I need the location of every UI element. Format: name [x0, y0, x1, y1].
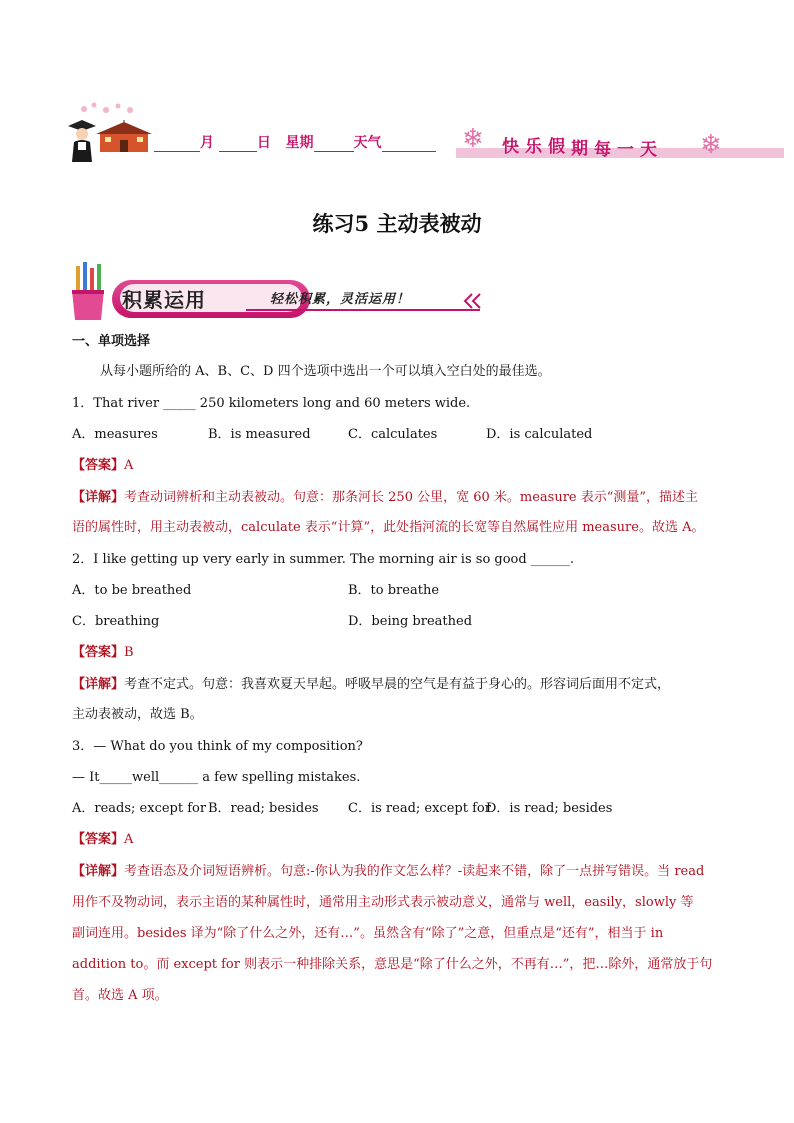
detail-line [72, 862, 704, 882]
question-stem: 2．I like getting up very early in summer. The morning air is so good ______. [72, 552, 574, 567]
option-a: A．measures [72, 427, 158, 442]
snowflake-icon: ❄ [700, 130, 722, 160]
detail-line [72, 675, 670, 695]
answer-tag: 【答案】 [72, 458, 125, 473]
detail-text: 考查动词辨析和主动表被动。句意：那条河长 250 公里，宽 60 米。measure 表示“测量”，描述主 [124, 490, 699, 505]
date-weather-line [154, 132, 436, 152]
slogan-char: 期 [571, 139, 588, 159]
holiday-slogan [502, 132, 663, 158]
option-d: D．is read; besides [486, 801, 613, 816]
option-c: C．breathing [72, 614, 160, 629]
option-b: B．read; besides [208, 801, 319, 816]
month-blank [154, 137, 200, 152]
detail-line: 语的属性时，用主动表被动，calculate 表示“计算”，此处指河流的长宽等自然属性应用 measure。故选 A。 [72, 520, 705, 535]
answer-line [72, 830, 133, 850]
weather-blank [382, 137, 436, 152]
slogan-char: 一 [617, 140, 634, 160]
answer-value: A [124, 458, 134, 473]
banner-underline [246, 309, 480, 311]
question-stem: — It_____well______ a few spelling mistakes. [72, 770, 361, 785]
detail-tag: 【详解】 [72, 677, 125, 692]
option-d: D．is calculated [486, 427, 593, 442]
answer-line [72, 643, 134, 663]
section-banner [70, 262, 490, 326]
weather-label: 天气 [353, 135, 382, 151]
banner-motto: 轻松积累，灵活运用！ [270, 292, 411, 307]
option-a: A．reads; except for [72, 801, 207, 816]
detail-line: 首。故选 A 项。 [72, 988, 168, 1003]
section-heading: 一、单项选择 [72, 334, 151, 349]
day-label: 日 [256, 135, 271, 151]
slogan-char: 天 [640, 140, 657, 160]
detail-tag: 【详解】 [72, 864, 125, 879]
detail-tag: 【详解】 [72, 490, 125, 505]
answer-tag: 【答案】 [72, 832, 125, 847]
question-stem: 1．That river _____ 250 kilometers long and 60 meters wide. [72, 396, 471, 411]
pencil-cup-icon [70, 262, 106, 320]
snowflake-dots-icon [78, 100, 138, 118]
answer-value: A [124, 832, 134, 847]
answer-value: B [124, 645, 134, 660]
detail-text: 考查不定式。句意：我喜欢夏天早起。呼吸早晨的空气是有益于身心的。形容词后面用不定式， [124, 677, 671, 692]
answer-line [72, 456, 133, 476]
page-title: 练习5 主动表被动 [312, 211, 482, 236]
detail-line [72, 488, 698, 508]
option-c: C．calculates [348, 427, 438, 442]
detail-line: addition to。而 except for 则表示一种排除关系，意思是“除了什么之外，不再有…”，把…除外，通常放于句 [72, 957, 713, 972]
month-label: 月 [200, 135, 214, 151]
question-stem: 3．— What do you think of my composition? [72, 739, 363, 754]
detail-line: 主动表被动，故选 B。 [72, 707, 203, 722]
graduate-figure-icon [64, 118, 98, 164]
slogan-char: 乐 [525, 137, 542, 157]
banner-tag-text: 积累运用 [122, 288, 206, 312]
day-blank [219, 137, 257, 152]
detail-text: 考查语态及介词短语辨析。句意:-你认为我的作文怎么样？-读起来不错，除了一点拼写错误。当 read [124, 864, 705, 879]
detail-line: 用作不及物动词，表示主语的某种属性时，通常用主动形式表示被动意义，通常与 well，easily，slowly 等 [72, 895, 694, 910]
option-a: A．to be breathed [72, 583, 192, 598]
option-c: C．is read; except for [348, 801, 491, 816]
answer-tag: 【答案】 [72, 645, 125, 660]
slogan-char: 快 [502, 137, 519, 157]
page-header [0, 96, 794, 166]
school-building-icon [96, 120, 152, 152]
detail-line: 副词连用。besides 译为“除了什么之外，还有…”。虽然含有“除了”之意，但重点是“还有”，相当于 in [72, 926, 664, 941]
weekday-label: 星期 [285, 135, 314, 151]
option-b: B．is measured [208, 427, 311, 442]
double-arrow-left-icon [462, 290, 484, 312]
weekday-blank [314, 137, 354, 152]
option-b: B．to breathe [348, 583, 440, 598]
section-instruction: 从每小题所给的 A、B、C、D 四个选项中选出一个可以填入空白处的最佳选。 [100, 364, 551, 379]
snowflake-icon: ❄ [462, 124, 484, 154]
slogan-char: 每 [594, 140, 611, 160]
option-d: D．being breathed [348, 614, 473, 629]
slogan-char: 假 [548, 137, 565, 157]
